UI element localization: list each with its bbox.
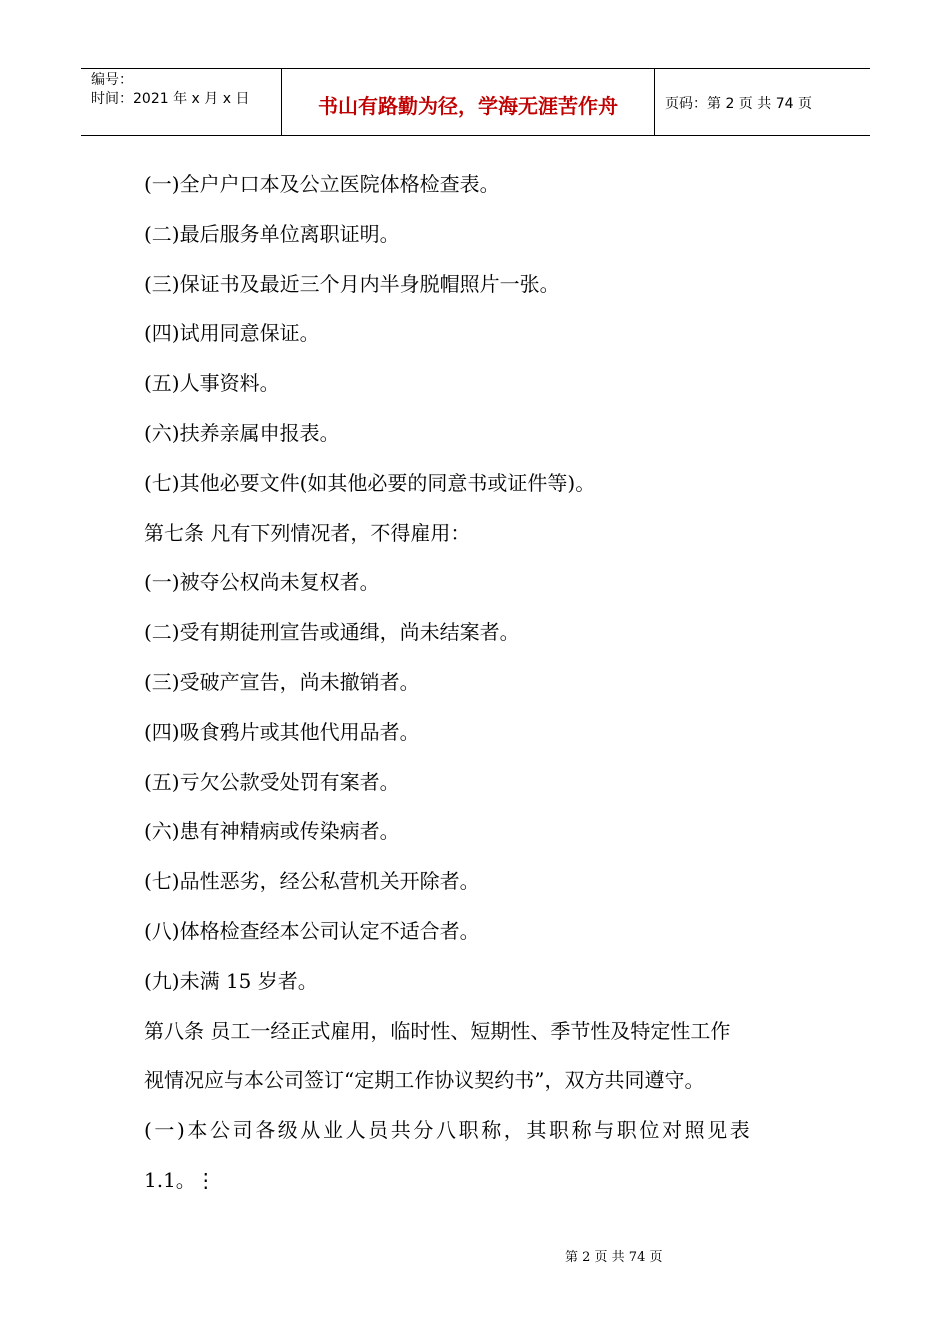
time-label: 时间：2021 年 x 月 x 日 — [91, 91, 250, 107]
text-line: (四)试用同意保证。 — [144, 321, 320, 346]
text-line: (五)亏欠公款受处罚有案者。 — [144, 769, 400, 794]
page-footer: 第 2 页 共 74 页 — [565, 1250, 663, 1265]
code-label: 编号： — [91, 72, 133, 88]
text-line: (一)本公司各级从业人员共分八职称，其职称与职位对照见表 — [144, 1118, 753, 1143]
header-page-info: 页码：第 2 页 共 74 页 — [665, 96, 812, 112]
text-line: (三)保证书及最近三个月内半身脱帽照片一张。 — [144, 271, 560, 296]
text-line: (二)受有期徒刑宣告或通缉，尚未结案者。 — [144, 620, 520, 645]
text-line: (六)扶养亲属申报表。 — [144, 420, 340, 445]
text-line: (六)患有神精病或传染病者。 — [144, 819, 400, 844]
article-heading: 第八条 员工一经正式雇用，临时性、短期性、季节性及特定性工作 — [144, 1018, 731, 1043]
text-line: (三)受破产宣告，尚未撤销者。 — [144, 669, 420, 694]
text-line: (九)未满 15 岁者。 — [144, 968, 318, 993]
header-meta — [81, 69, 282, 135]
text-line: (二)最后服务单位离职证明。 — [144, 221, 400, 246]
text-line: (八)体格检查经本公司认定不适合者。 — [144, 918, 480, 943]
text-line: (一)被夺公权尚未复权者。 — [144, 570, 380, 595]
text-line: (七)品性恶劣，经公私营机关开除者。 — [144, 869, 480, 894]
text-line: (七)其他必要文件(如其他必要的同意书或证件等)。 — [144, 470, 596, 495]
text-line: (四)吸食鸦片或其他代用品者。 — [144, 719, 420, 744]
article-heading: 第七条 凡有下列情况者，不得雇用： — [144, 520, 471, 545]
text-line: (五)人事资料。 — [144, 371, 280, 396]
document-body — [144, 168, 824, 1214]
text-line: (一)全户户口本及公立医院体格检查表。 — [144, 172, 500, 196]
header-motto: 书山有路勤为径，学海无涯苦作舟 — [282, 69, 655, 135]
page-header — [81, 68, 870, 136]
text-line: 视情况应与本公司签订“定期工作协议契约书”，双方共同遵守。 — [144, 1068, 705, 1093]
text-line: 1.1。⋮ — [144, 1167, 216, 1192]
